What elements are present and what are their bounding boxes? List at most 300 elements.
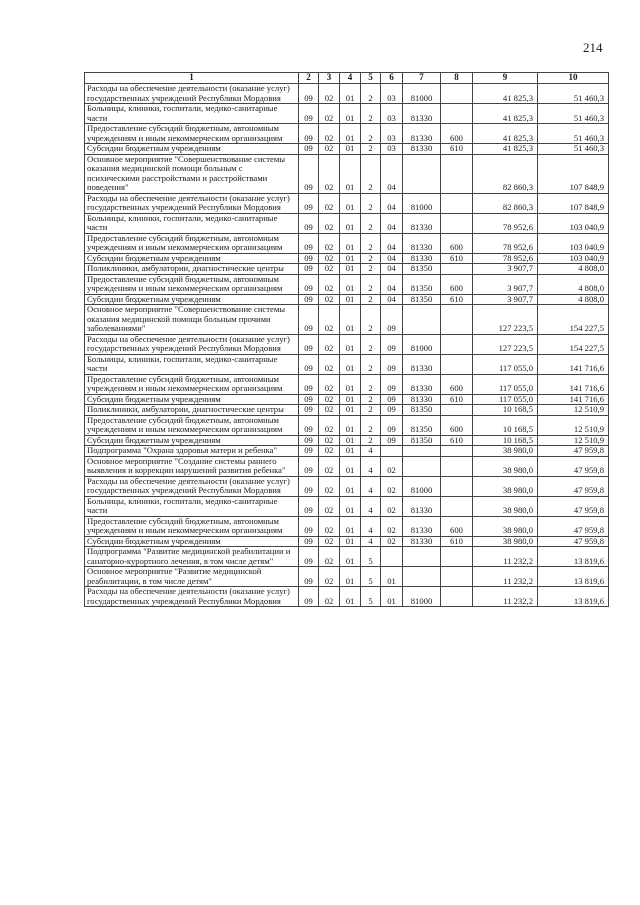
row-description: Основное мероприятие "Совершенствование системы оказания медицинской помощи больным прочими заболеваниями" — [85, 305, 299, 335]
col-7-cell: 81330 — [403, 104, 441, 124]
col-3-cell: 02 — [319, 516, 340, 536]
col-6-cell: 09 — [381, 374, 403, 394]
table-row — [85, 294, 609, 305]
col-6-cell: 04 — [381, 193, 403, 213]
table-row — [85, 374, 609, 394]
col-9-value: 127 223,5 — [473, 334, 538, 354]
col-2-cell: 09 — [299, 496, 319, 516]
col-2-cell: 09 — [299, 264, 319, 275]
row-description: Поликлиники, амбулатории, диагностические центры — [85, 264, 299, 275]
col-3-cell: 02 — [319, 233, 340, 253]
col-4-cell: 01 — [340, 305, 361, 335]
col-8-cell — [441, 567, 473, 587]
col-5-cell: 4 — [361, 516, 381, 536]
col-8-cell: 610 — [441, 144, 473, 155]
budget-table — [84, 72, 609, 607]
col-8-cell — [441, 456, 473, 476]
row-description: Предоставление субсидий бюджетным, автономным учреждениям и иным некоммерческим организациям — [85, 415, 299, 435]
col-3-cell: 02 — [319, 264, 340, 275]
col-2-cell: 09 — [299, 305, 319, 335]
col-5-cell: 2 — [361, 253, 381, 264]
table-row — [85, 334, 609, 354]
row-description: Расходы на обеспечение деятельности (оказание услуг) государственных учреждений Республики Мордовия — [85, 334, 299, 354]
col-2-cell: 09 — [299, 213, 319, 233]
table-row — [85, 446, 609, 457]
col-6-cell: 09 — [381, 305, 403, 335]
table-row — [85, 193, 609, 213]
col-4-cell: 01 — [340, 154, 361, 193]
col-header-3: 3 — [319, 73, 340, 84]
col-4-cell: 01 — [340, 496, 361, 516]
col-5-cell: 2 — [361, 264, 381, 275]
col-8-cell: 600 — [441, 374, 473, 394]
row-description: Больницы, клиники, госпитали, медико-санитарные части — [85, 354, 299, 374]
col-3-cell: 02 — [319, 294, 340, 305]
col-2-cell: 09 — [299, 446, 319, 457]
table-row — [85, 496, 609, 516]
col-9-value: 10 168,5 — [473, 415, 538, 435]
col-7-cell: 81330 — [403, 516, 441, 536]
col-9-value: 41 825,3 — [473, 124, 538, 144]
col-6-cell: 09 — [381, 394, 403, 405]
col-7-cell — [403, 547, 441, 567]
col-10-value: 141 716,6 — [538, 374, 609, 394]
col-5-cell: 2 — [361, 415, 381, 435]
col-8-cell: 610 — [441, 294, 473, 305]
col-9-value: 41 825,3 — [473, 84, 538, 104]
table-row — [85, 435, 609, 446]
col-9-value: 127 223,5 — [473, 305, 538, 335]
col-10-value: 47 959,8 — [538, 476, 609, 496]
table-body — [85, 84, 609, 607]
col-3-cell: 02 — [319, 213, 340, 233]
col-5-cell: 2 — [361, 124, 381, 144]
col-header-2: 2 — [299, 73, 319, 84]
col-8-cell: 600 — [441, 516, 473, 536]
row-description: Субсидии бюджетным учреждениям — [85, 394, 299, 405]
col-7-cell: 81000 — [403, 476, 441, 496]
col-7-cell: 81350 — [403, 405, 441, 416]
col-3-cell: 02 — [319, 193, 340, 213]
col-5-cell: 2 — [361, 144, 381, 155]
col-10-value: 13 819,6 — [538, 567, 609, 587]
col-6-cell: 03 — [381, 104, 403, 124]
col-2-cell: 09 — [299, 415, 319, 435]
col-10-value: 51 460,3 — [538, 144, 609, 155]
col-5-cell: 4 — [361, 536, 381, 547]
col-5-cell: 2 — [361, 305, 381, 335]
col-2-cell: 09 — [299, 547, 319, 567]
col-5-cell: 4 — [361, 496, 381, 516]
col-header-6: 6 — [381, 73, 403, 84]
col-2-cell: 09 — [299, 274, 319, 294]
col-7-cell: 81000 — [403, 193, 441, 213]
col-2-cell: 09 — [299, 124, 319, 144]
col-5-cell: 2 — [361, 435, 381, 446]
col-9-value: 82 860,3 — [473, 193, 538, 213]
col-3-cell: 02 — [319, 84, 340, 104]
col-3-cell: 02 — [319, 354, 340, 374]
col-6-cell: 04 — [381, 253, 403, 264]
col-5-cell: 4 — [361, 456, 381, 476]
col-2-cell: 09 — [299, 374, 319, 394]
col-3-cell: 02 — [319, 154, 340, 193]
col-4-cell: 01 — [340, 233, 361, 253]
col-6-cell: 09 — [381, 334, 403, 354]
col-5-cell: 2 — [361, 405, 381, 416]
col-4-cell: 01 — [340, 435, 361, 446]
col-6-cell: 09 — [381, 405, 403, 416]
col-2-cell: 09 — [299, 405, 319, 416]
col-8-cell: 610 — [441, 394, 473, 405]
col-7-cell: 81350 — [403, 274, 441, 294]
col-6-cell: 09 — [381, 415, 403, 435]
col-7-cell: 81330 — [403, 374, 441, 394]
col-8-cell: 600 — [441, 274, 473, 294]
row-description: Субсидии бюджетным учреждениям — [85, 294, 299, 305]
col-10-value: 12 510,9 — [538, 415, 609, 435]
row-description: Поликлиники, амбулатории, диагностические центры — [85, 405, 299, 416]
col-3-cell: 02 — [319, 253, 340, 264]
col-10-value: 141 716,6 — [538, 394, 609, 405]
col-7-cell: 81330 — [403, 213, 441, 233]
table-row — [85, 104, 609, 124]
col-7-cell: 81330 — [403, 496, 441, 516]
col-5-cell: 2 — [361, 334, 381, 354]
table-row — [85, 144, 609, 155]
row-description: Расходы на обеспечение деятельности (оказание услуг) государственных учреждений Республики Мордовия — [85, 193, 299, 213]
col-6-cell: 03 — [381, 124, 403, 144]
col-8-cell — [441, 154, 473, 193]
col-8-cell — [441, 496, 473, 516]
row-description: Основное мероприятие "Развитие медицинской реабилитации, в том числе детям" — [85, 567, 299, 587]
col-header-10: 10 — [538, 73, 609, 84]
col-6-cell — [381, 547, 403, 567]
col-8-cell — [441, 476, 473, 496]
col-10-value: 12 510,9 — [538, 405, 609, 416]
col-5-cell: 2 — [361, 104, 381, 124]
col-6-cell: 04 — [381, 264, 403, 275]
row-description: Предоставление субсидий бюджетным, автономным учреждениям и иным некоммерческим организациям — [85, 124, 299, 144]
col-8-cell — [441, 104, 473, 124]
col-5-cell: 2 — [361, 294, 381, 305]
col-10-value: 47 959,8 — [538, 456, 609, 476]
col-7-cell: 81350 — [403, 264, 441, 275]
table-row — [85, 274, 609, 294]
col-6-cell: 02 — [381, 476, 403, 496]
col-10-value: 4 808,0 — [538, 264, 609, 275]
col-5-cell: 2 — [361, 374, 381, 394]
row-description: Больницы, клиники, госпитали, медико-санитарные части — [85, 213, 299, 233]
col-2-cell: 09 — [299, 294, 319, 305]
col-7-cell — [403, 456, 441, 476]
col-9-value: 11 232,2 — [473, 567, 538, 587]
col-9-value: 117 055,0 — [473, 394, 538, 405]
col-10-value: 47 959,8 — [538, 536, 609, 547]
col-5-cell: 5 — [361, 547, 381, 567]
col-4-cell: 01 — [340, 547, 361, 567]
col-8-cell: 600 — [441, 233, 473, 253]
col-9-value: 78 952,6 — [473, 213, 538, 233]
col-3-cell: 02 — [319, 394, 340, 405]
col-5-cell: 2 — [361, 84, 381, 104]
table-row — [85, 415, 609, 435]
col-5-cell: 2 — [361, 213, 381, 233]
col-7-cell — [403, 154, 441, 193]
col-9-value: 82 860,3 — [473, 154, 538, 193]
col-2-cell: 09 — [299, 435, 319, 446]
col-7-cell: 81000 — [403, 587, 441, 607]
col-6-cell: 01 — [381, 587, 403, 607]
table-row — [85, 536, 609, 547]
col-8-cell: 610 — [441, 435, 473, 446]
col-7-cell — [403, 305, 441, 335]
col-2-cell: 09 — [299, 456, 319, 476]
col-7-cell — [403, 446, 441, 457]
col-header-1: 1 — [85, 73, 299, 84]
row-description: Подпрограмма "Охрана здоровья матери и ребенка" — [85, 446, 299, 457]
col-5-cell: 2 — [361, 233, 381, 253]
table-row — [85, 394, 609, 405]
col-4-cell: 01 — [340, 476, 361, 496]
col-8-cell — [441, 547, 473, 567]
table-row — [85, 84, 609, 104]
col-6-cell: 03 — [381, 84, 403, 104]
row-description: Расходы на обеспечение деятельности (оказание услуг) государственных учреждений Республики Мордовия — [85, 476, 299, 496]
table-row — [85, 405, 609, 416]
col-6-cell — [381, 446, 403, 457]
col-8-cell: 600 — [441, 124, 473, 144]
row-description: Субсидии бюджетным учреждениям — [85, 536, 299, 547]
col-header-9: 9 — [473, 73, 538, 84]
col-3-cell: 02 — [319, 567, 340, 587]
col-4-cell: 01 — [340, 415, 361, 435]
table-row — [85, 354, 609, 374]
col-10-value: 12 510,9 — [538, 435, 609, 446]
col-2-cell: 09 — [299, 154, 319, 193]
table-row — [85, 587, 609, 607]
col-10-value: 103 040,9 — [538, 213, 609, 233]
col-2-cell: 09 — [299, 84, 319, 104]
col-2-cell: 09 — [299, 567, 319, 587]
col-10-value: 4 808,0 — [538, 274, 609, 294]
col-9-value: 78 952,6 — [473, 233, 538, 253]
col-3-cell: 02 — [319, 547, 340, 567]
col-5-cell: 4 — [361, 476, 381, 496]
col-9-value: 38 980,0 — [473, 456, 538, 476]
col-9-value: 78 952,6 — [473, 253, 538, 264]
col-10-value: 103 040,9 — [538, 233, 609, 253]
col-4-cell: 01 — [340, 394, 361, 405]
col-6-cell: 04 — [381, 213, 403, 233]
col-10-value: 47 959,8 — [538, 496, 609, 516]
col-7-cell: 81330 — [403, 233, 441, 253]
row-description: Предоставление субсидий бюджетным, автономным учреждениям и иным некоммерческим организациям — [85, 374, 299, 394]
col-9-value: 117 055,0 — [473, 374, 538, 394]
col-4-cell: 01 — [340, 264, 361, 275]
col-8-cell: 600 — [441, 415, 473, 435]
col-4-cell: 01 — [340, 84, 361, 104]
col-3-cell: 02 — [319, 587, 340, 607]
col-9-value: 3 907,7 — [473, 294, 538, 305]
col-7-cell: 81350 — [403, 435, 441, 446]
table-row — [85, 456, 609, 476]
col-6-cell: 02 — [381, 536, 403, 547]
col-3-cell: 02 — [319, 305, 340, 335]
col-10-value: 47 959,8 — [538, 516, 609, 536]
col-3-cell: 02 — [319, 456, 340, 476]
col-10-value: 47 959,8 — [538, 446, 609, 457]
col-3-cell: 02 — [319, 144, 340, 155]
col-header-8: 8 — [441, 73, 473, 84]
col-6-cell: 04 — [381, 274, 403, 294]
col-10-value: 13 819,6 — [538, 547, 609, 567]
col-5-cell: 2 — [361, 354, 381, 374]
col-4-cell: 01 — [340, 516, 361, 536]
col-8-cell — [441, 405, 473, 416]
row-description: Субсидии бюджетным учреждениям — [85, 435, 299, 446]
table-header-row — [85, 73, 609, 84]
col-7-cell: 81000 — [403, 334, 441, 354]
col-8-cell — [441, 354, 473, 374]
col-2-cell: 09 — [299, 476, 319, 496]
col-6-cell: 02 — [381, 516, 403, 536]
col-7-cell: 81330 — [403, 354, 441, 374]
col-3-cell: 02 — [319, 374, 340, 394]
col-8-cell — [441, 587, 473, 607]
col-4-cell: 01 — [340, 587, 361, 607]
row-description: Расходы на обеспечение деятельности (оказание услуг) государственных учреждений Республики Мордовия — [85, 587, 299, 607]
col-3-cell: 02 — [319, 124, 340, 144]
col-6-cell: 09 — [381, 435, 403, 446]
col-6-cell: 01 — [381, 567, 403, 587]
col-7-cell: 81350 — [403, 415, 441, 435]
col-3-cell: 02 — [319, 274, 340, 294]
col-6-cell: 04 — [381, 154, 403, 193]
col-2-cell: 09 — [299, 253, 319, 264]
col-header-5: 5 — [361, 73, 381, 84]
col-10-value: 13 819,6 — [538, 587, 609, 607]
col-4-cell: 01 — [340, 104, 361, 124]
col-6-cell: 04 — [381, 294, 403, 305]
col-9-value: 10 168,5 — [473, 405, 538, 416]
col-10-value: 107 848,9 — [538, 193, 609, 213]
col-2-cell: 09 — [299, 354, 319, 374]
col-4-cell: 01 — [340, 124, 361, 144]
table-row — [85, 124, 609, 144]
col-9-value: 10 168,5 — [473, 435, 538, 446]
table-row — [85, 213, 609, 233]
col-8-cell — [441, 305, 473, 335]
col-10-value: 141 716,6 — [538, 354, 609, 374]
col-4-cell: 01 — [340, 456, 361, 476]
table-row — [85, 233, 609, 253]
table-row — [85, 547, 609, 567]
col-10-value: 154 227,5 — [538, 334, 609, 354]
col-5-cell: 2 — [361, 154, 381, 193]
col-8-cell — [441, 213, 473, 233]
col-9-value: 38 980,0 — [473, 516, 538, 536]
col-4-cell: 01 — [340, 334, 361, 354]
col-8-cell: 610 — [441, 253, 473, 264]
col-9-value: 41 825,3 — [473, 104, 538, 124]
col-4-cell: 01 — [340, 253, 361, 264]
col-3-cell: 02 — [319, 405, 340, 416]
col-5-cell: 2 — [361, 274, 381, 294]
col-4-cell: 01 — [340, 144, 361, 155]
col-9-value: 11 232,2 — [473, 587, 538, 607]
row-description: Основное мероприятие "Создание системы раннего выявления и коррекции нарушений развития ребенка" — [85, 456, 299, 476]
col-4-cell: 01 — [340, 536, 361, 547]
col-6-cell: 02 — [381, 496, 403, 516]
col-3-cell: 02 — [319, 536, 340, 547]
col-7-cell: 81330 — [403, 144, 441, 155]
col-10-value: 154 227,5 — [538, 305, 609, 335]
col-header-7: 7 — [403, 73, 441, 84]
col-8-cell — [441, 84, 473, 104]
col-2-cell: 09 — [299, 193, 319, 213]
col-10-value: 103 040,9 — [538, 253, 609, 264]
col-2-cell: 09 — [299, 536, 319, 547]
row-description: Больницы, клиники, госпитали, медико-санитарные части — [85, 104, 299, 124]
col-3-cell: 02 — [319, 476, 340, 496]
col-8-cell — [441, 334, 473, 354]
col-5-cell: 5 — [361, 567, 381, 587]
col-2-cell: 09 — [299, 516, 319, 536]
table-row — [85, 154, 609, 193]
col-4-cell: 01 — [340, 294, 361, 305]
col-2-cell: 09 — [299, 144, 319, 155]
col-3-cell: 02 — [319, 435, 340, 446]
col-2-cell: 09 — [299, 587, 319, 607]
table-row — [85, 516, 609, 536]
table-row — [85, 253, 609, 264]
col-3-cell: 02 — [319, 446, 340, 457]
col-7-cell: 81330 — [403, 536, 441, 547]
col-5-cell: 5 — [361, 587, 381, 607]
col-2-cell: 09 — [299, 334, 319, 354]
col-3-cell: 02 — [319, 415, 340, 435]
col-3-cell: 02 — [319, 334, 340, 354]
row-description: Подпрограмма "Развитие медицинской реабилитации и санаторно-курортного лечения, в том числе детям" — [85, 547, 299, 567]
row-description: Предоставление субсидий бюджетным, автономным учреждениям и иным некоммерческим организациям — [85, 233, 299, 253]
row-description: Предоставление субсидий бюджетным, автономным учреждениям и иным некоммерческим организациям — [85, 274, 299, 294]
col-3-cell: 02 — [319, 104, 340, 124]
col-8-cell — [441, 193, 473, 213]
col-4-cell: 01 — [340, 567, 361, 587]
col-2-cell: 09 — [299, 104, 319, 124]
col-9-value: 38 980,0 — [473, 446, 538, 457]
col-5-cell: 4 — [361, 446, 381, 457]
col-7-cell: 81330 — [403, 394, 441, 405]
col-8-cell — [441, 446, 473, 457]
col-10-value: 51 460,3 — [538, 84, 609, 104]
col-6-cell: 03 — [381, 144, 403, 155]
col-4-cell: 01 — [340, 274, 361, 294]
col-9-value: 38 980,0 — [473, 476, 538, 496]
col-9-value: 3 907,7 — [473, 274, 538, 294]
col-9-value: 41 825,3 — [473, 144, 538, 155]
col-8-cell — [441, 264, 473, 275]
col-9-value: 117 055,0 — [473, 354, 538, 374]
col-8-cell: 610 — [441, 536, 473, 547]
col-7-cell: 81350 — [403, 294, 441, 305]
col-7-cell: 81330 — [403, 253, 441, 264]
row-description: Субсидии бюджетным учреждениям — [85, 253, 299, 264]
col-6-cell: 04 — [381, 233, 403, 253]
row-description: Субсидии бюджетным учреждениям — [85, 144, 299, 155]
col-9-value: 38 980,0 — [473, 536, 538, 547]
